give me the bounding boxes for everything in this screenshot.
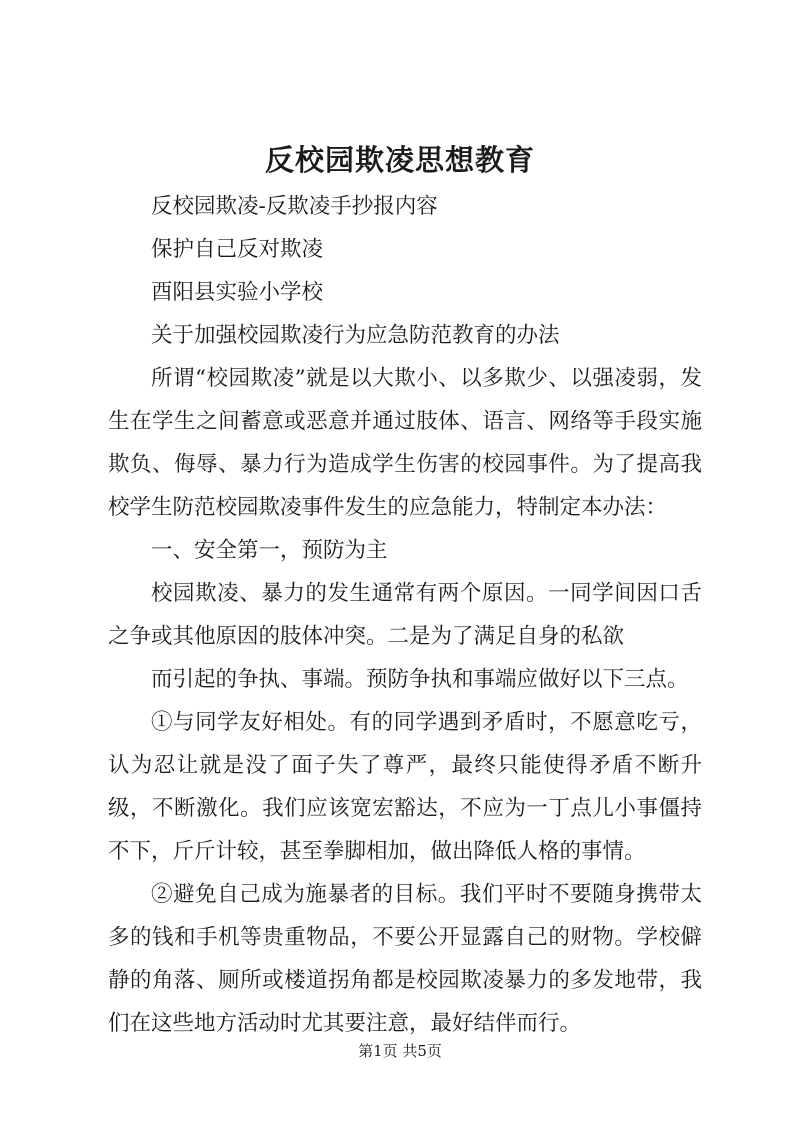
paragraph: 反校园欺凌-反欺凌手抄报内容 [151,194,438,219]
paragraph: 而引起的争执、事端。预防争执和事端应做好以下三点。 [151,667,689,692]
page-footer: 第1页 共5页 [358,1042,442,1060]
paragraph: ①与同学友好相处。有的同学遇到矛盾时，不愿意吃亏，认为忍让就是没了面子失了尊严，最终只能使得矛盾不断升级，不断激化。我们应该宽宏豁达，不应为一丁点儿小事僵持不下，斤斤计较，甚至拳脚相加，做出降低人格的事情。 [108,710,702,864]
paragraph: 所谓“校园欺凌”就是以大欺小、以多欺少、以强凌弱，发生在学生之间蓄意或恶意并通过肢体、语言、网络等手段实施欺负、侮辱、暴力行为造成学生伤害的校园事件。为了提高我校学生防范校园欺凌事件发生的应急能力，特制定本办法： [108,366,702,520]
section-heading: 一、安全第一，预防为主 [151,538,388,563]
paragraph: ②避免自己成为施暴者的目标。我们平时不要随身携带太多的钱和手机等贵重物品，不要公开显露自己的财物。学校僻静的角落、厕所或楼道拐角都是校园欺凌暴力的多发地带，我们在这些地方活动时尤其要注意，最好结伴而行。 [108,882,702,1036]
document-title: 反校园欺凌思想教育 [264,143,535,177]
paragraph: 保护自己反对欺凌 [151,237,324,262]
document-body [108,185,702,1045]
paragraph: 校园欺凌、暴力的发生通常有两个原因。一同学间因口舌之争或其他原因的肢体冲突。二是为了满足自身的私欲 [108,581,702,649]
paragraph: 关于加强校园欺凌行为应急防范教育的办法 [151,323,560,348]
paragraph: 酉阳县实验小学校 [151,280,324,305]
